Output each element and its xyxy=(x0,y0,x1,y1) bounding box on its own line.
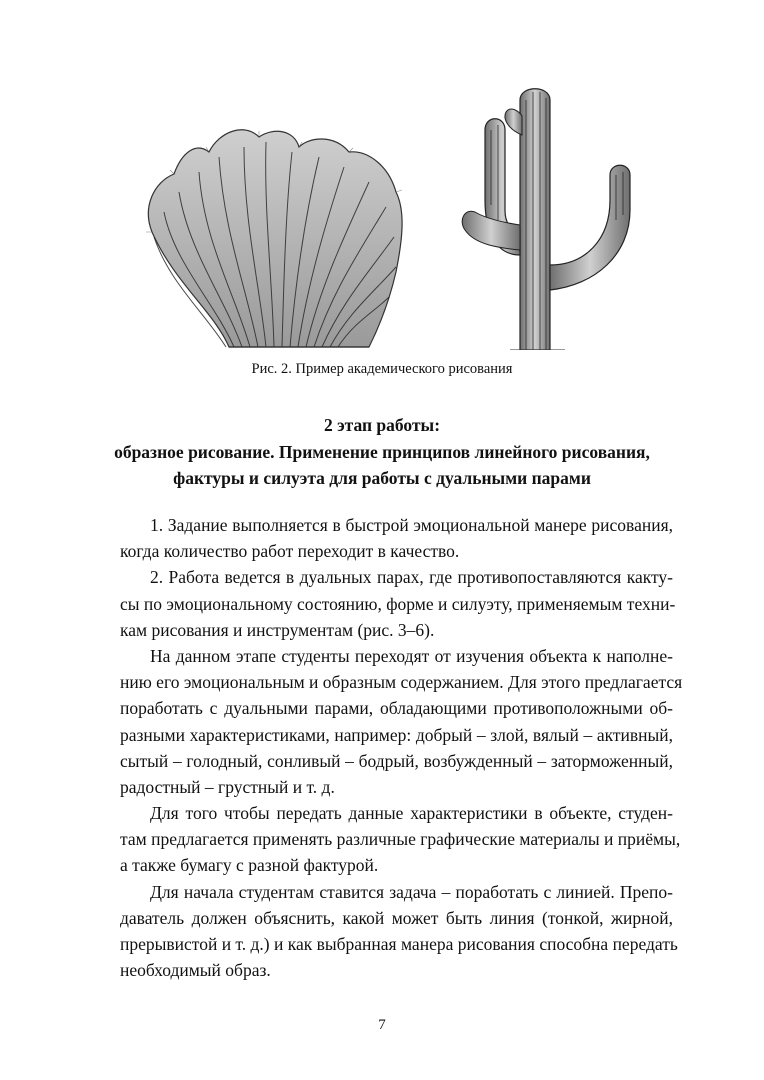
paragraph-4-line-2: там предлагается применять различные графические материалы и приёмы, xyxy=(120,829,681,850)
paragraph-4-line-3: а также бумагу с разной фактурой. xyxy=(120,855,379,876)
figure-caption: Рис. 2. Пример академического рисования xyxy=(251,361,513,377)
paragraph-5-line-1: Для начала студентам ставится задача – поработать с линией. Препо- xyxy=(150,881,673,902)
paragraph-2-line-2: сы по эмоциональному состоянию, форме и силуэту, применяемым техни- xyxy=(120,593,676,614)
paragraph-3-line-4: разными характеристиками, например: добрый – злой, вялый – активный, xyxy=(120,724,673,745)
paragraph-4-line-1: Для того чтобы передать данные характеристики в объекте, студен- xyxy=(150,803,673,824)
paragraph-1-line-1: 1. Задание выполняется в быстрой эмоциональной манере рисования, xyxy=(150,515,673,535)
paragraph-3-line-6: радостный – грустный и т. д. xyxy=(120,776,335,797)
paragraph-5-line-2: даватель должен объяснить, какой может быть линия (тонкой, жирной, xyxy=(120,907,673,928)
figure-illustrations xyxy=(120,80,650,360)
saguaro-cactus-illustration xyxy=(440,80,640,350)
crested-cactus-illustration xyxy=(134,112,414,352)
paragraph-5-line-4: необходимый образ. xyxy=(120,960,271,981)
page-number: 7 xyxy=(378,1017,386,1033)
section-heading xyxy=(60,412,704,492)
body-text xyxy=(120,512,683,983)
paragraph-3-line-1: На данном этапе студенты переходят от изучения объекта к наполне- xyxy=(150,645,673,666)
paragraph-2-line-3: кам рисования и инструментам (рис. 3–6). xyxy=(120,619,435,640)
heading-line-2: образное рисование. Применение принципов линейного рисования, xyxy=(114,441,650,462)
paragraph-5-line-3: прерывистой и т. д.) и как выбранная манера рисования способна передать xyxy=(120,934,678,954)
heading-line-3: фактуры и силуэта для работы с дуальными парами xyxy=(173,468,591,488)
heading-line-1: 2 этап работы: xyxy=(323,415,441,435)
paragraph-2-line-1: 2. Работа ведется в дуальных парах, где противопоставляются какту- xyxy=(150,567,673,588)
paragraph-1-line-2: когда количество работ переходит в качество. xyxy=(120,541,460,562)
paragraph-3-line-2: нию его эмоциональным и образным содержанием. Для этого предлагается xyxy=(120,672,683,693)
paragraph-3-line-5: сытый – голодный, сонливый – бодрый, возбужденный – заторможенный, xyxy=(120,750,673,771)
paragraph-3-line-3: поработать с дуальными парами, обладающими противоположными об- xyxy=(120,698,673,719)
